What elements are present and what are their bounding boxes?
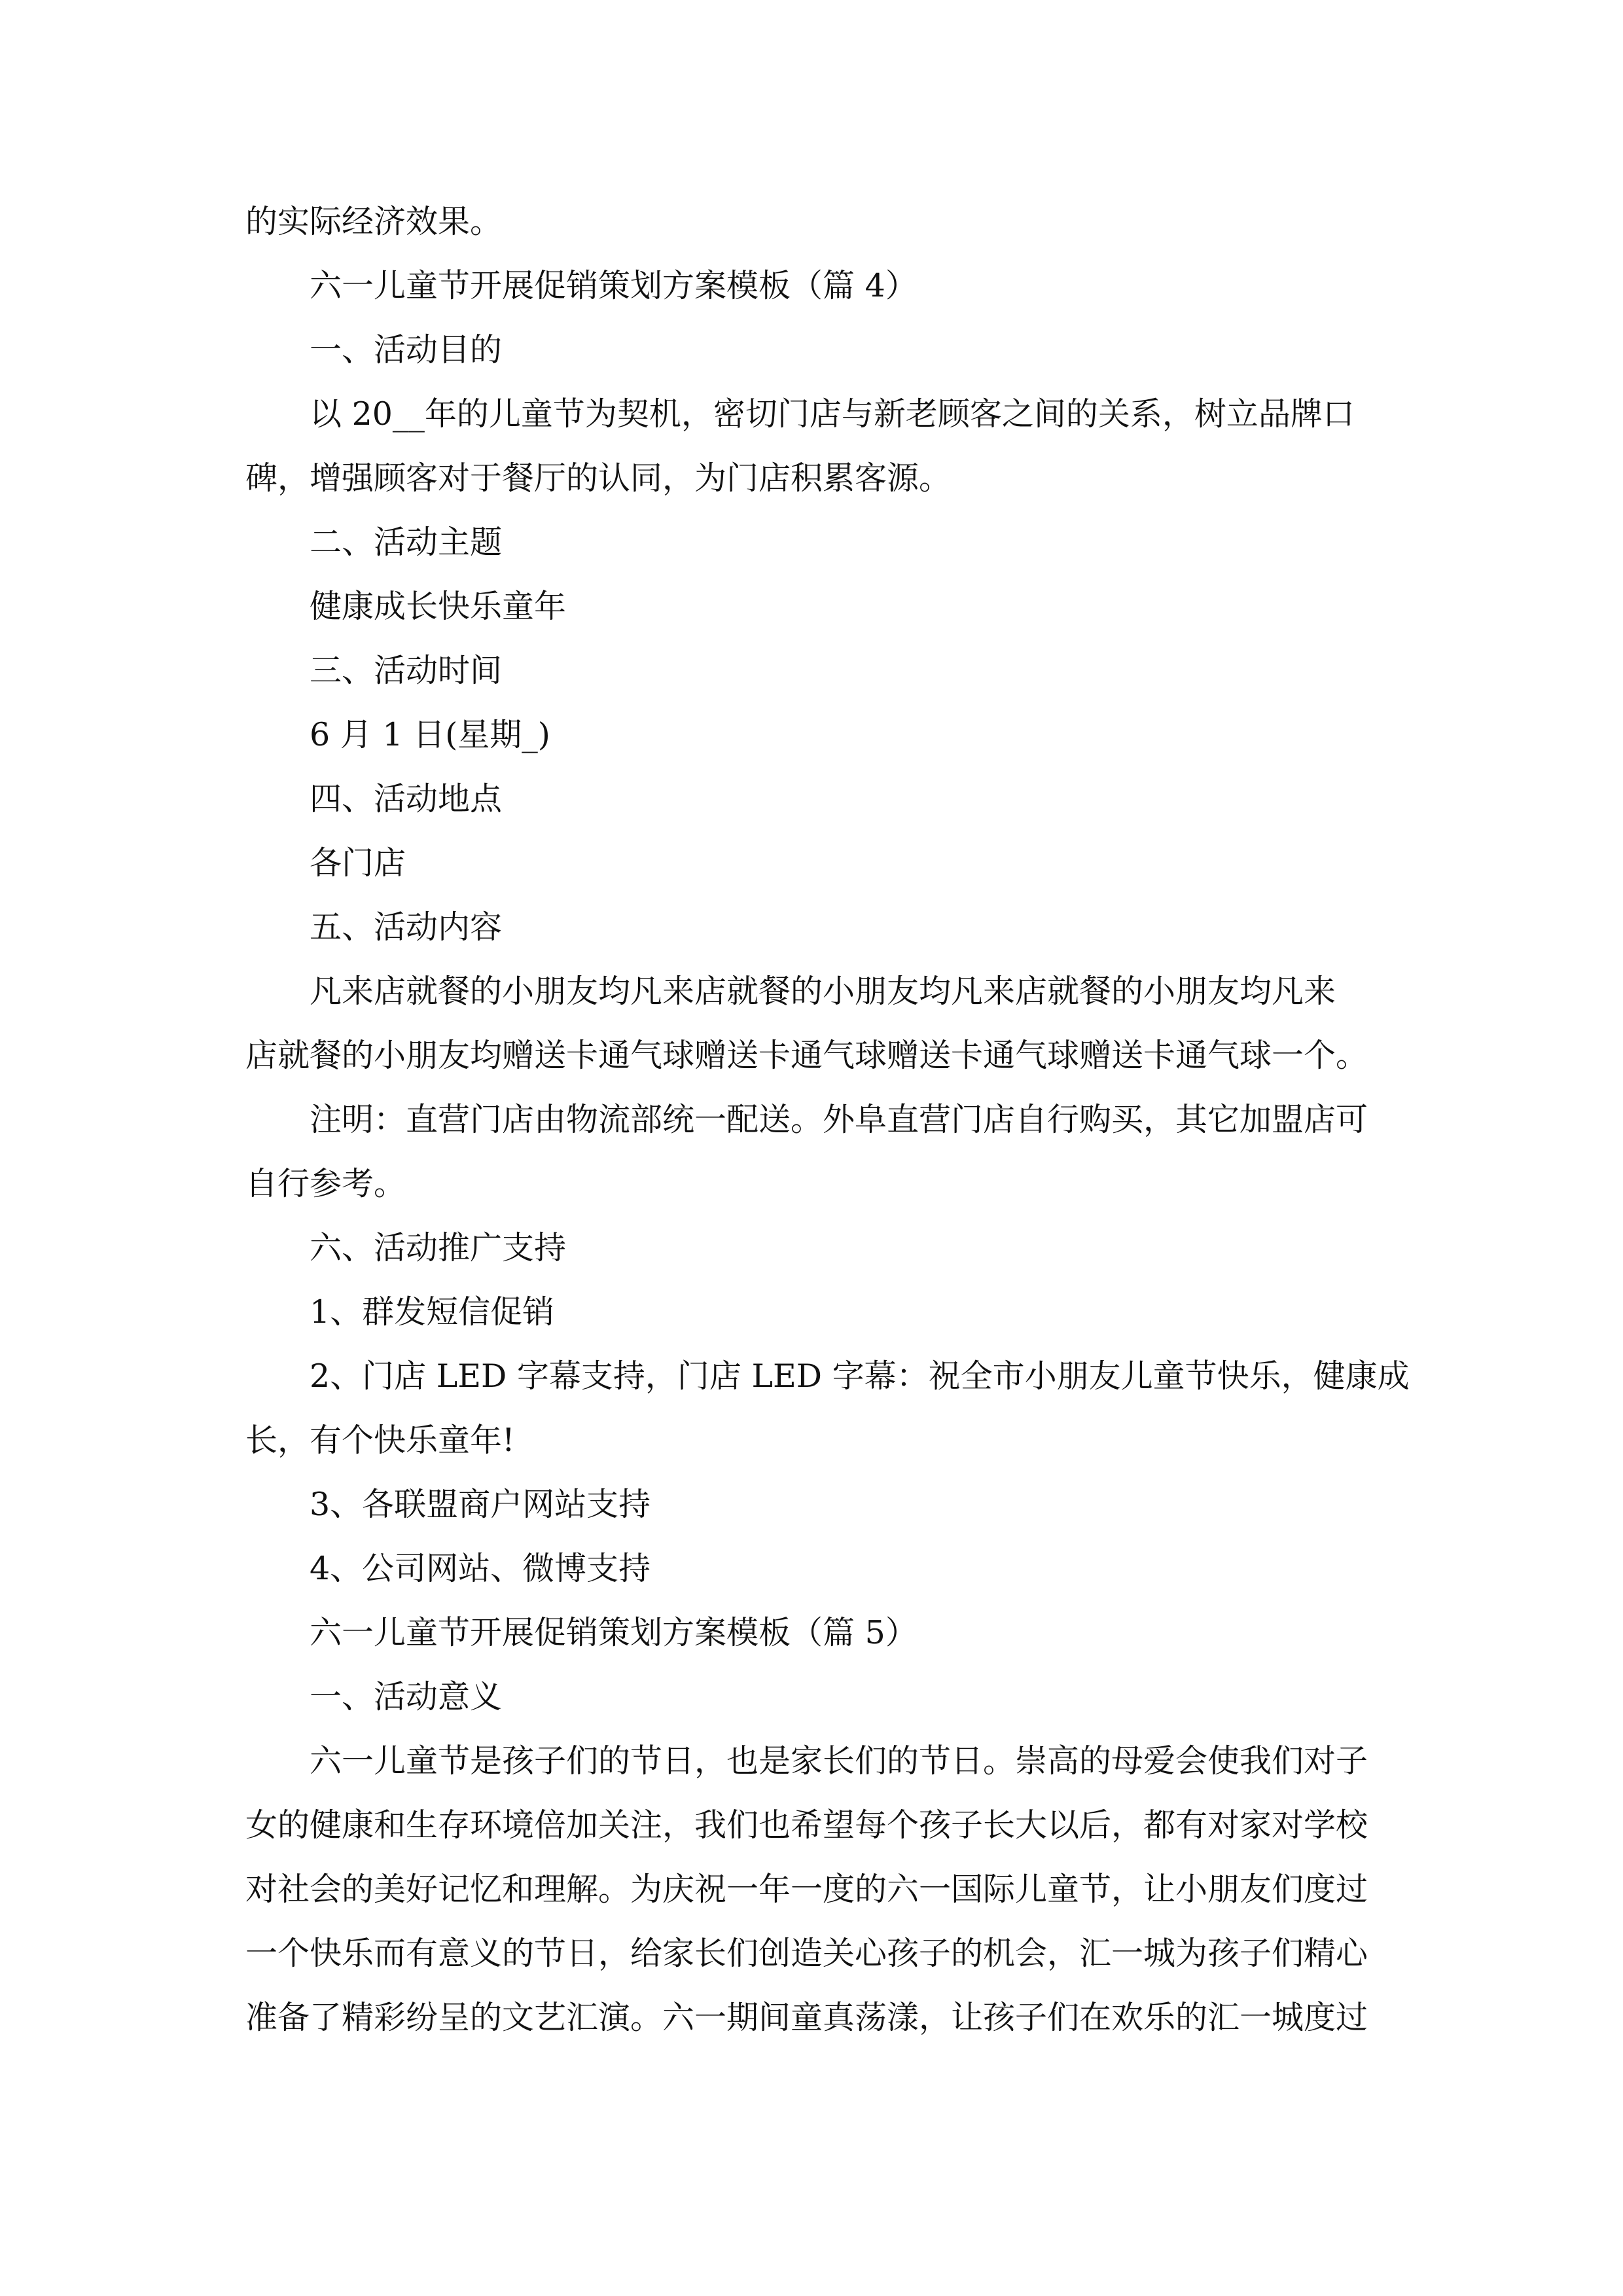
list-item: 4、公司网站、微博支持 [310, 1550, 651, 1587]
section-title-part-4: 六一儿童节开展促销策划方案模板（篇 4） [310, 267, 918, 304]
paragraph-line: 六一儿童节是孩子们的节日，也是家长们的节日。崇高的母爱会使我们对子 [310, 1742, 1368, 1780]
list-item: 3、各联盟商户网站支持 [310, 1486, 651, 1523]
text-line-continuation: 的实际经济效果。 [245, 203, 503, 240]
paragraph-line: 健康成长快乐童年 [310, 588, 567, 625]
heading-activity-significance: 一、活动意义 [310, 1678, 503, 1715]
paragraph-line: 以 20__年的儿童节为契机，密切门店与新老顾客之间的关系，树立品牌口 [310, 395, 1355, 433]
paragraph-line: 注明：直营门店由物流部统一配送。外阜直营门店自行购买，其它加盟店可 [310, 1101, 1368, 1138]
heading-activity-purpose: 一、活动目的 [310, 331, 503, 368]
list-item: 1、群发短信促销 [310, 1293, 555, 1331]
paragraph-line: 女的健康和生存环境倍加关注，我们也希望每个孩子长大以后，都有对家对学校 [245, 1806, 1368, 1844]
section-title-part-5: 六一儿童节开展促销策划方案模板（篇 5） [310, 1614, 918, 1651]
document-body [245, 190, 1410, 2050]
list-item: 2、门店 LED 字幕支持，门店 LED 字幕：祝全市小朋友儿童节快乐，健康成 [310, 1357, 1410, 1395]
paragraph-line: 长，有个快乐童年! [245, 1422, 515, 1459]
paragraph-line: 6 月 1 日(星期_) [310, 716, 550, 753]
heading-activity-time: 三、活动时间 [310, 652, 503, 689]
heading-activity-theme: 二、活动主题 [310, 524, 503, 561]
paragraph-line: 自行参考。 [245, 1165, 406, 1202]
heading-promotion-support: 六、活动推广支持 [310, 1229, 567, 1266]
heading-activity-content: 五、活动内容 [310, 908, 503, 946]
paragraph-line: 一个快乐而有意义的节日，给家长们创造关心孩子的机会，汇一城为孩子们精心 [245, 1935, 1368, 1972]
paragraph-line: 店就餐的小朋友均赠送卡通气球赠送卡通气球赠送卡通气球赠送卡通气球一个。 [245, 1037, 1368, 1074]
paragraph-line: 各门店 [310, 844, 406, 882]
paragraph-line: 准备了精彩纷呈的文艺汇演。六一期间童真荡漾，让孩子们在欢乐的汇一城度过 [245, 1999, 1368, 2036]
paragraph-line: 对社会的美好记忆和理解。为庆祝一年一度的六一国际儿童节，让小朋友们度过 [245, 1871, 1368, 1908]
paragraph-line: 碑，增强顾客对于餐厅的认同，为门店积累客源。 [245, 459, 952, 497]
paragraph-line: 凡来店就餐的小朋友均凡来店就餐的小朋友均凡来店就餐的小朋友均凡来 [310, 973, 1336, 1010]
heading-activity-location: 四、活动地点 [310, 780, 503, 817]
